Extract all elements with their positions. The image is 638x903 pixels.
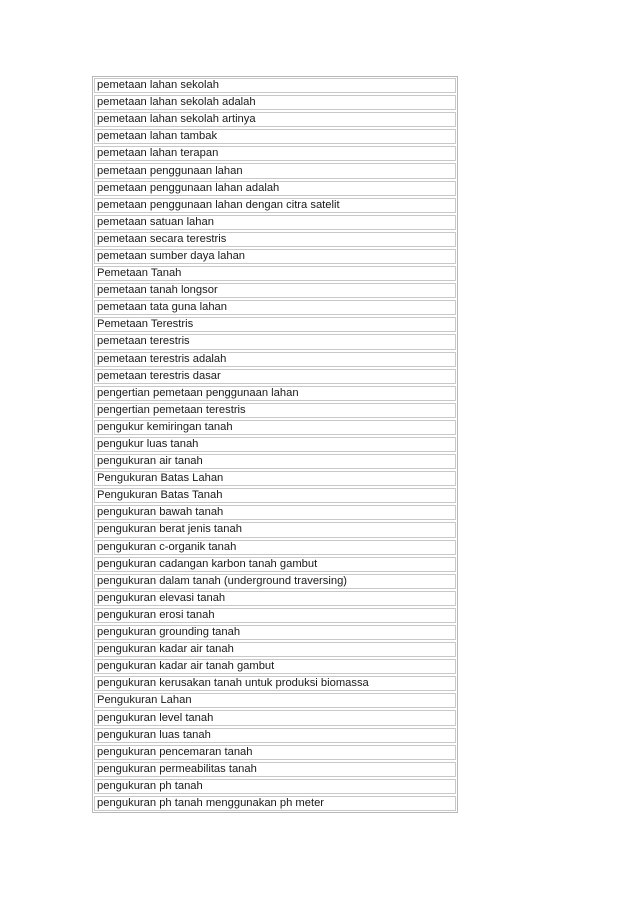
table-row: pemetaan satuan lahan — [94, 215, 456, 230]
table-row: pengertian pemetaan terestris — [94, 403, 456, 418]
table-row: pengukuran kadar air tanah gambut — [94, 659, 456, 674]
table-row: Pemetaan Tanah — [94, 266, 456, 281]
table-row: pengukur kemiringan tanah — [94, 420, 456, 435]
table-row: pengukuran air tanah — [94, 454, 456, 469]
keyword-table — [92, 76, 458, 813]
table-row: pemetaan sumber daya lahan — [94, 249, 456, 264]
table-row: pemetaan penggunaan lahan adalah — [94, 181, 456, 196]
table-row: pemetaan terestris — [94, 334, 456, 349]
table-row: Pengukuran Batas Tanah — [94, 488, 456, 503]
table-row: pemetaan tata guna lahan — [94, 300, 456, 315]
table-row: pemetaan lahan sekolah adalah — [94, 95, 456, 110]
table-row: pengukuran luas tanah — [94, 728, 456, 743]
table-row: pemetaan lahan tambak — [94, 129, 456, 144]
table-row: pengukuran c-organik tanah — [94, 540, 456, 555]
table-row: Pengukuran Lahan — [94, 693, 456, 708]
table-row: pemetaan terestris dasar — [94, 369, 456, 384]
table-row: pemetaan lahan sekolah — [94, 78, 456, 93]
table-row: pemetaan terestris adalah — [94, 352, 456, 367]
table-row: pemetaan lahan terapan — [94, 146, 456, 161]
table-row: Pemetaan Terestris — [94, 317, 456, 332]
table-row: pengukur luas tanah — [94, 437, 456, 452]
table-row: pengukuran elevasi tanah — [94, 591, 456, 606]
table-row: pengertian pemetaan penggunaan lahan — [94, 386, 456, 401]
table-row: pemetaan tanah longsor — [94, 283, 456, 298]
table-row: pengukuran erosi tanah — [94, 608, 456, 623]
table-row: pemetaan lahan sekolah artinya — [94, 112, 456, 127]
table-row: pemetaan penggunaan lahan dengan citra satelit — [94, 198, 456, 213]
table-row: pengukuran kerusakan tanah untuk produksi biomassa — [94, 676, 456, 691]
table-row: pengukuran bawah tanah — [94, 505, 456, 520]
table-row: pengukuran ph tanah menggunakan ph meter — [94, 796, 456, 811]
table-row: pengukuran kadar air tanah — [94, 642, 456, 657]
table-row: pengukuran dalam tanah (underground traversing) — [94, 574, 456, 589]
table-row: pengukuran cadangan karbon tanah gambut — [94, 557, 456, 572]
table-row: pengukuran berat jenis tanah — [94, 522, 456, 537]
table-row: pengukuran grounding tanah — [94, 625, 456, 640]
table-row: pengukuran ph tanah — [94, 779, 456, 794]
table-row: pengukuran level tanah — [94, 710, 456, 725]
table-row: pemetaan secara terestris — [94, 232, 456, 247]
table-row: pemetaan penggunaan lahan — [94, 163, 456, 178]
table-row: Pengukuran Batas Lahan — [94, 471, 456, 486]
table-row: pengukuran permeabilitas tanah — [94, 762, 456, 777]
table-row: pengukuran pencemaran tanah — [94, 745, 456, 760]
